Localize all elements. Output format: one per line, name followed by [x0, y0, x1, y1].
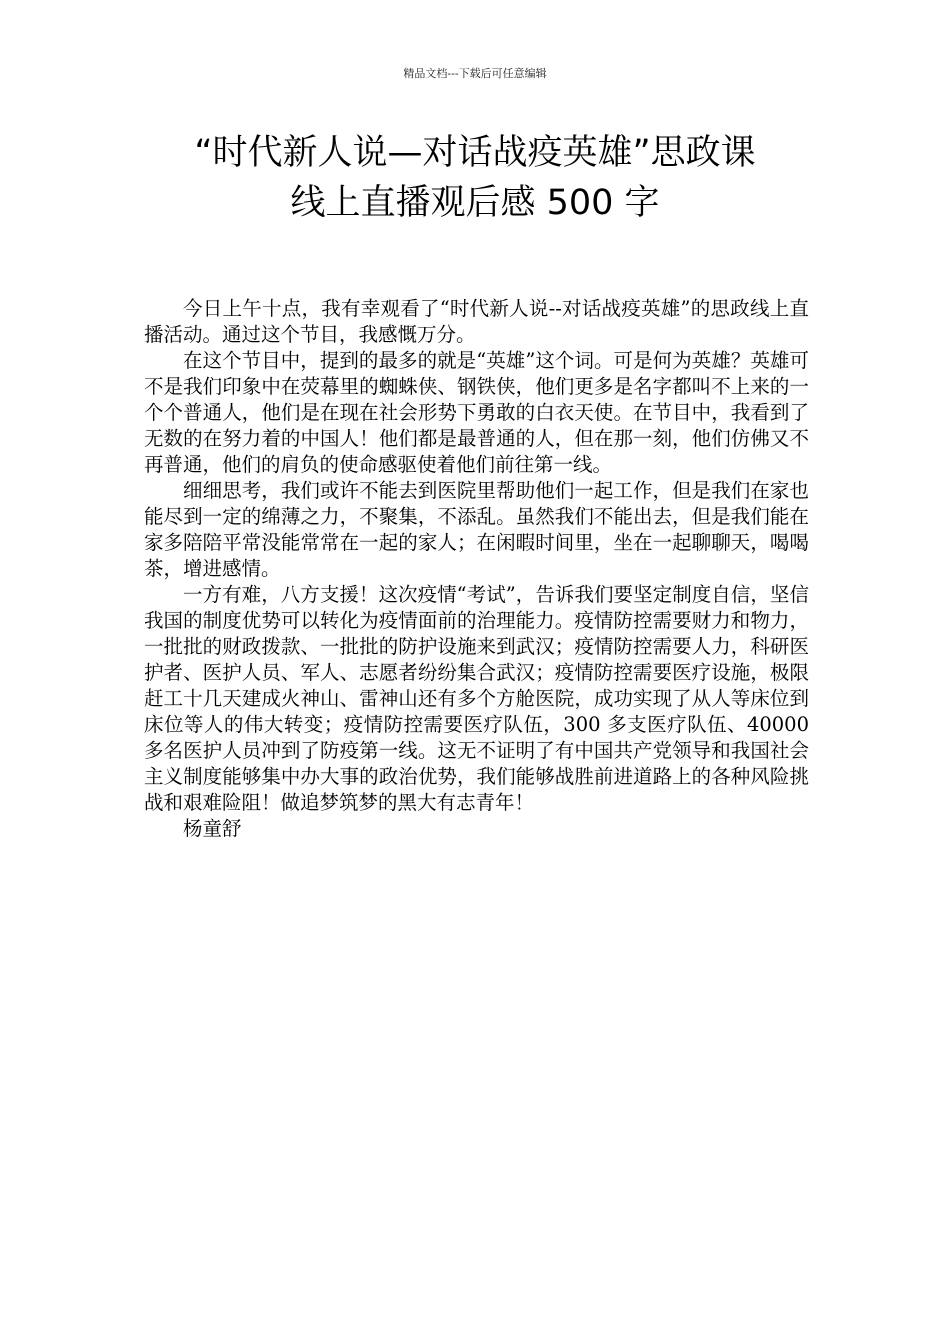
title-line-1: “时代新人说—对话战疫英雄”思政课 [194, 133, 756, 173]
paragraph-3: 细细思考，我们或许不能去到医院里帮助他们一起工作，但是我们在家也能尽到一定的绵薄之力，不聚集，不添乱。虽然我们不能出去，但是我们能在家多陪陪平常没能常常在一起的家人；在闲暇时间里，坐在一起聊聊天，喝喝茶，增进感情。 [144, 479, 809, 580]
document-body [144, 296, 809, 842]
paragraph-1: 今日上午十点，我有幸观看了“时代新人说--对话战疫英雄”的思政线上直播活动。通过这个节目，我感慨万分。 [144, 297, 809, 346]
page-header-watermark: 精品文档---下载后可任意编辑 [403, 67, 547, 80]
paragraph-2: 在这个节目中，提到的最多的就是“英雄”这个词。可是何为英雄？英雄可不是我们印象中在荧幕里的蜘蛛侠、钢铁侠，他们更多是名字都叫不上来的一个个普通人，他们是在现在社会形势下勇敢的白衣天使。在节目中，我看到了无数的在努力着的中国人！他们都是最普通的人，但在那一刻，他们仿佛又不再普通，他们的肩负的使命感驱使着他们前往第一线。 [144, 349, 809, 476]
title-line-2: 线上直播观后感 500 字 [290, 183, 660, 223]
document-title [140, 128, 810, 228]
signature: 杨童舒 [183, 817, 242, 840]
paragraph-4: 一方有难，八方支援！这次疫情“考试”，告诉我们要坚定制度自信，坚信我国的制度优势可以转化为疫情面前的治理能力。疫情防控需要财力和物力，一批批的财政拨款、一批批的防护设施来到武汉；疫情防控需要人力，科研医护者、医护人员、军人、志愿者纷纷集合武汉；疫情防控需要医疗设施，极限赶工十几天建成火神山、雷神山还有多个方舱医院，成功实现了从人等床位到床位等人的伟大转变；疫情防控需要医疗队伍，300 多支医疗队伍、40000 多名医护人员冲到了防疫第一线。这无不证明了有中国共产党领导和我国社会主义制度能够集中办大事的政治优势，我们能够战胜前进道路上的各种风险挑战和艰难险阻！做追梦筑梦的黑大有志青年！ [144, 583, 809, 814]
